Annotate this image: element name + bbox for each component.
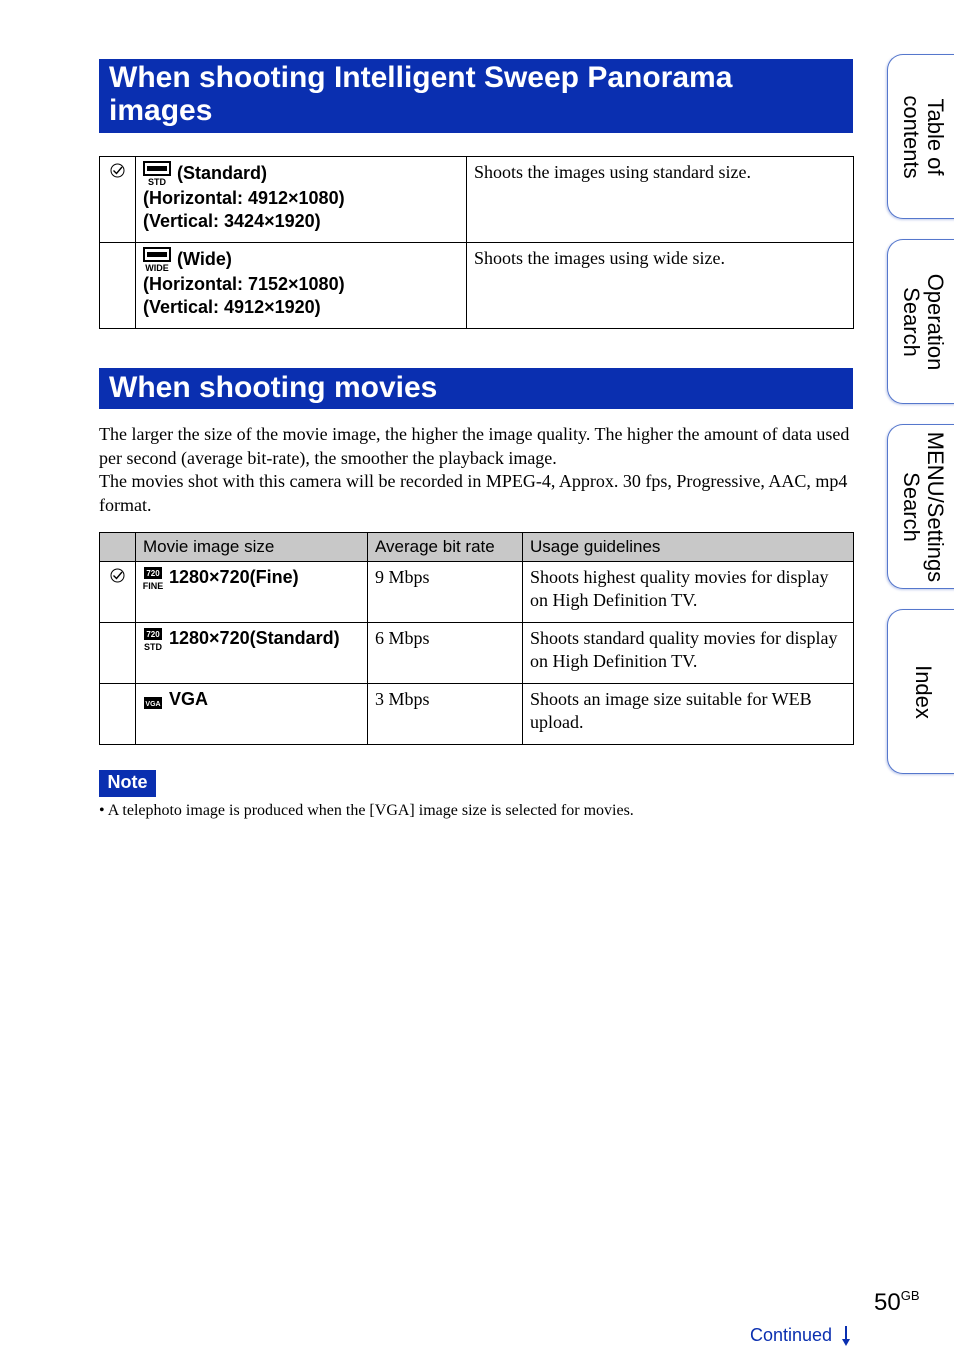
horizontal-size: (Horizontal: 4912×1080): [143, 188, 345, 208]
intro-paragraph: The larger the size of the movie image, the higher the image quality. The higher the amount of data used per second (average bit-rate), the smoother the playback image.: [99, 424, 850, 468]
bit-rate: 9 Mbps: [368, 562, 523, 623]
page-number-suffix: GB: [900, 1288, 920, 1303]
usage-guideline: Shoots an image size suitable for WEB upload.: [523, 684, 854, 745]
arrow-down-icon: [841, 1325, 851, 1347]
bit-rate: 3 Mbps: [368, 684, 523, 745]
tab-index[interactable]: [887, 609, 954, 774]
tab-operation-search[interactable]: [887, 239, 954, 404]
icon-label: WIDE: [145, 263, 169, 273]
table-row: [100, 157, 854, 243]
movie-vga-icon: [143, 693, 163, 707]
icon-label: FINE: [143, 581, 163, 592]
default-check-cell: [100, 562, 136, 623]
movie-size-cell: [136, 623, 368, 684]
icon-label: STD: [144, 642, 162, 653]
intro-paragraph: The movies shot with this camera will be recorded in MPEG-4, Approx. 30 fps, Progressive, AAC, mp4 format.: [99, 471, 848, 515]
movie-size-name: 1280×720(Standard): [169, 628, 340, 648]
panorama-section-title: When shooting Intelligent Sweep Panorama images: [99, 59, 853, 133]
continued-label: Continued: [750, 1325, 833, 1345]
vertical-size: (Vertical: 4912×1920): [143, 297, 321, 317]
usage-guideline: Shoots standard quality movies for display on High Definition TV.: [523, 623, 854, 684]
tab-label: Table of contents: [899, 94, 948, 179]
usage-guideline: Shoots highest quality movies for display on High Definition TV.: [523, 562, 854, 623]
horizontal-size: (Horizontal: 7152×1080): [143, 274, 345, 294]
page-number-value: 50: [874, 1289, 901, 1316]
icon-label: 720: [146, 630, 160, 640]
movie-size-table: [99, 532, 854, 745]
table-header-row: [100, 533, 854, 562]
tab-label: Index: [911, 664, 936, 719]
bit-rate: 6 Mbps: [368, 623, 523, 684]
continued-link[interactable]: [750, 1325, 851, 1347]
table-row: [100, 562, 854, 623]
table-row: [100, 243, 854, 329]
default-check-cell: [100, 243, 136, 329]
icon-label: VGA: [145, 701, 161, 709]
page-number: [874, 1288, 920, 1317]
movie-720-fine-icon: [143, 566, 163, 590]
vertical-size: (Vertical: 3424×1920): [143, 211, 321, 231]
panorama-size-cell: [136, 157, 467, 243]
movie-720-std-icon: [143, 627, 163, 651]
size-name: (Wide): [177, 248, 232, 269]
panorama-standard-icon: [143, 161, 171, 187]
size-name: (Standard): [177, 162, 267, 183]
default-check-cell: [100, 684, 136, 745]
note-badge: Note: [99, 770, 156, 797]
tab-label: Operation Search: [899, 273, 948, 370]
tab-table-of-contents[interactable]: [887, 54, 954, 219]
size-description: Shoots the images using standard size.: [467, 157, 854, 243]
table-row: [100, 623, 854, 684]
table-row: [100, 684, 854, 745]
panorama-size-table: [99, 156, 854, 329]
note-text: • A telephoto image is produced when the [VGA] image size is selected for movies.: [99, 802, 634, 819]
column-header: Usage guidelines: [523, 533, 854, 562]
tab-label: MENU/Settings Search: [899, 431, 948, 582]
movie-size-name: 1280×720(Fine): [169, 567, 299, 587]
movies-section-title: When shooting movies: [99, 368, 853, 409]
default-check-cell: [100, 623, 136, 684]
tab-menu-settings-search[interactable]: [887, 424, 954, 589]
default-check-cell: [100, 157, 136, 243]
column-header: Average bit rate: [368, 533, 523, 562]
checkmark-icon: [110, 163, 125, 178]
column-header: Movie image size: [136, 533, 368, 562]
panorama-wide-icon: [143, 247, 171, 273]
size-description: Shoots the images using wide size.: [467, 243, 854, 329]
checkmark-icon: [110, 568, 125, 583]
blank-header: [100, 533, 136, 562]
movies-intro: [99, 423, 855, 517]
movie-size-cell: [136, 562, 368, 623]
movie-size-name: VGA: [169, 689, 209, 709]
icon-label: 720: [146, 569, 160, 579]
icon-label: STD: [148, 177, 166, 187]
movie-size-cell: [136, 684, 368, 745]
panorama-size-cell: [136, 243, 467, 329]
